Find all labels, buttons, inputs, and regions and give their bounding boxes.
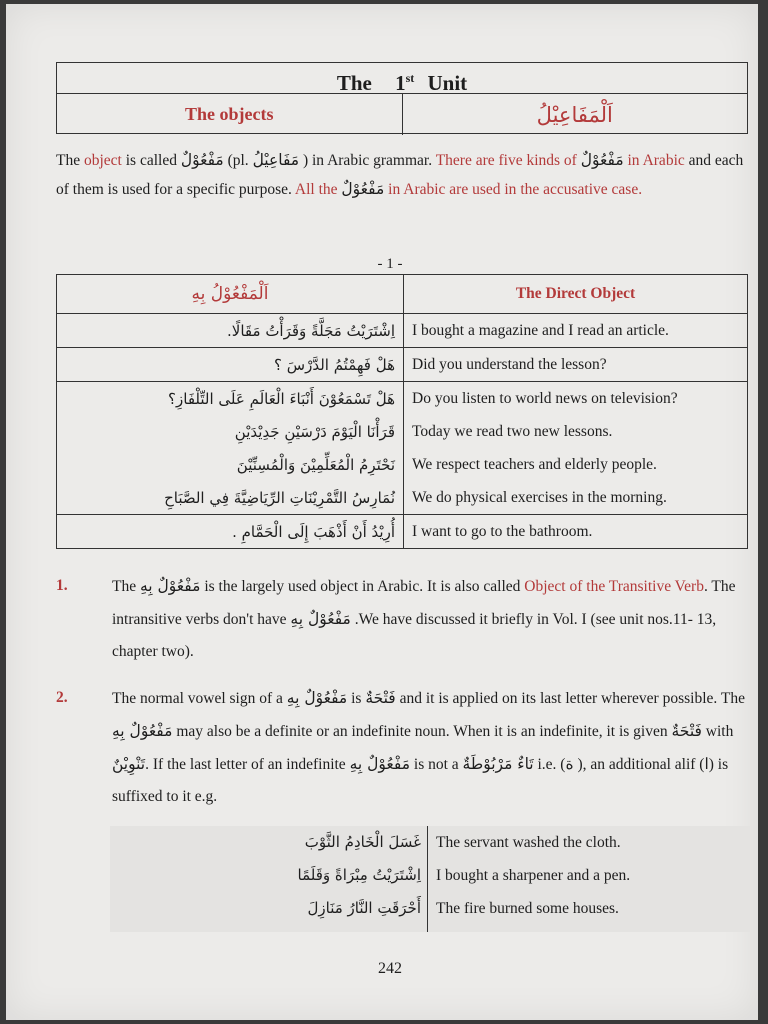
subtitle-arabic: اَلْمَفَاعِيْلُ [536,102,613,127]
example-arabic: اِشْتَرَيْتُ مِبْرَاةً وَقَلَمًا [297,866,421,884]
row-arabic: نَحْتَرِمُ الْمُعَلِّمِيْنَ وَالْمُسِنِّيْنَ [57,448,404,481]
title-number: 1 [395,71,406,95]
subtitle-english: The objects [57,94,403,135]
notes-list [56,570,750,827]
row-arabic: نُمَارِسُ التَّمْرِيْنَاتِ الرِّيَاضِيَّةَ فِي الصَّبَاحِ [57,481,404,515]
intro-arabic: مَفْعُوْلٌ [341,180,385,198]
page-number: 242 [378,960,402,977]
row-english: Did you understand the lesson? [404,348,748,382]
intro-term: in Arabic are used in [384,181,521,198]
intro-term: There are five kinds of [435,152,581,169]
note-arabic: مَفْعُوْلٌ بِهِ [349,755,411,773]
row-english: I want to go to the bathroom. [404,515,748,549]
note-term: Object of the Transitive Verb [524,578,704,595]
row-arabic: هَلْ فَهِمْتُمُ الدَّرْسَ ؟ [57,348,404,382]
row-arabic: اِشْتَرَيْتُ مَجَلَّةً وَقَرَأْتُ مَقَالًا. [57,314,404,348]
note-arabic: فَتْحَةٌ [671,722,702,740]
row-english: Do you listen to world news on television? [404,382,748,416]
note-arabic: مَفْعُوْلٌ بِهِ [290,610,351,628]
row-english: We respect teachers and elderly people. [404,448,748,481]
intro-arabic: مَفْعُوْلٌ [180,151,224,169]
unit-title-box [56,62,748,134]
title-unit: Unit [427,71,468,95]
intro-text: The [56,152,84,169]
intro-arabic: مَفْعُوْلٌ [580,151,624,169]
examples-box [110,826,750,932]
intro-term: object [83,152,122,169]
row-arabic: أُرِيْدُ أَنْ أَذْهَبَ إِلَى الْحَمَّامِ . [57,515,404,549]
note-arabic: مَفْعُوْلٌ بِهِ [112,722,173,740]
note-span: and it is applied on its last letter wherever possible. The [395,690,745,707]
note-span: is the largely used object in Arabic. It is also called [200,578,525,595]
note-arabic: تَاءٌ مَرْبُوْطَةٌ [462,755,534,773]
table-row [57,382,748,416]
example-english: The fire burned some houses. [436,900,619,917]
note-text [112,570,750,668]
note-arabic: مَفْعُوْلٌ بِهِ [286,689,348,707]
note-span: is not a [410,756,463,773]
intro-text: ) in Arabic grammar. [299,152,436,169]
table-header-arabic: اَلْمَفْعُوْلُ بِهِ [57,275,404,314]
note-number: 2. [56,689,68,706]
table-header-english: The Direct Object [404,275,748,314]
note-span: . If the last letter of an indefinite [145,756,350,773]
intro-term: the accusative case. [520,181,643,198]
row-english: I bought a magazine and I read an article. [404,314,748,348]
note-span: with [701,723,734,740]
note-span: is [347,690,366,707]
note-arabic: مَفْعُوْلٌ بِهِ [139,577,201,595]
note-span: . The intransitive verbs don't have [112,578,736,628]
table-row [57,314,748,348]
intro-term: in [623,152,643,169]
note-span: The [112,578,140,595]
table-row [57,348,748,382]
example-english: The servant washed the cloth. [436,834,621,851]
note-span: may also be a definite or an indefinite noun. When it is an indefinite, it is given [172,723,672,740]
intro-text: is called [121,152,181,169]
example-arabic: غَسَلَ الْخَادِمُ الثَّوْبَ [304,833,421,851]
row-arabic: هَلْ تَسْمَعُوْنَ أَنْبَاءَ الْعَالَمِ عَلَى التِّلْفَازِ؟ [57,382,404,416]
example-english: I bought a sharpener and a pen. [436,867,631,884]
title-suffix: st [405,71,415,85]
table-row [57,481,748,515]
note-item [56,682,750,813]
note-text [112,682,750,813]
unit-title [57,63,747,94]
table-row [57,448,748,481]
title-the: The [336,71,372,95]
intro-text: and each of them is used for a specific purpose. [56,152,744,198]
intro-paragraph [56,146,750,204]
row-arabic: قَرَأْنَا الْيَوْمَ دَرْسَيْنِ جَدِيْدَيْنِ [57,415,404,448]
note-arabic: فَتْحَةٌ [365,689,396,707]
table-header-row [57,275,748,314]
row-english: Today we read two new lessons. [404,415,748,448]
book-page [6,4,758,1020]
examples-english-column [428,826,750,932]
row-english: We do physical exercises in the morning. [404,481,748,515]
intro-text: (pl. [223,152,253,169]
note-span: The normal vowel sign of a [112,690,287,707]
intro-arabic: مَفَاعِيْلُ [252,151,300,169]
note-number: 1. [56,577,68,594]
note-arabic: تَنْوِيْنٌ [112,755,146,773]
intro-term: All the [294,181,342,198]
direct-object-table [56,274,748,549]
example-arabic: أَحْرَقَتِ النَّارُ مَنَازِلَ [307,899,421,917]
note-span: i.e. (ة ), an additional alif (ا) is suffixed to it e.g. [112,756,729,805]
table-row [57,515,748,549]
table-row [57,415,748,448]
note-item [56,570,750,668]
note-span: .We have discussed it briefly in Vol. I (see unit nos.11- 13, chapter two). [112,611,717,660]
examples-arabic-column [110,826,428,932]
section-number: - 1 - [377,256,403,272]
intro-term: Arabic [642,152,685,169]
